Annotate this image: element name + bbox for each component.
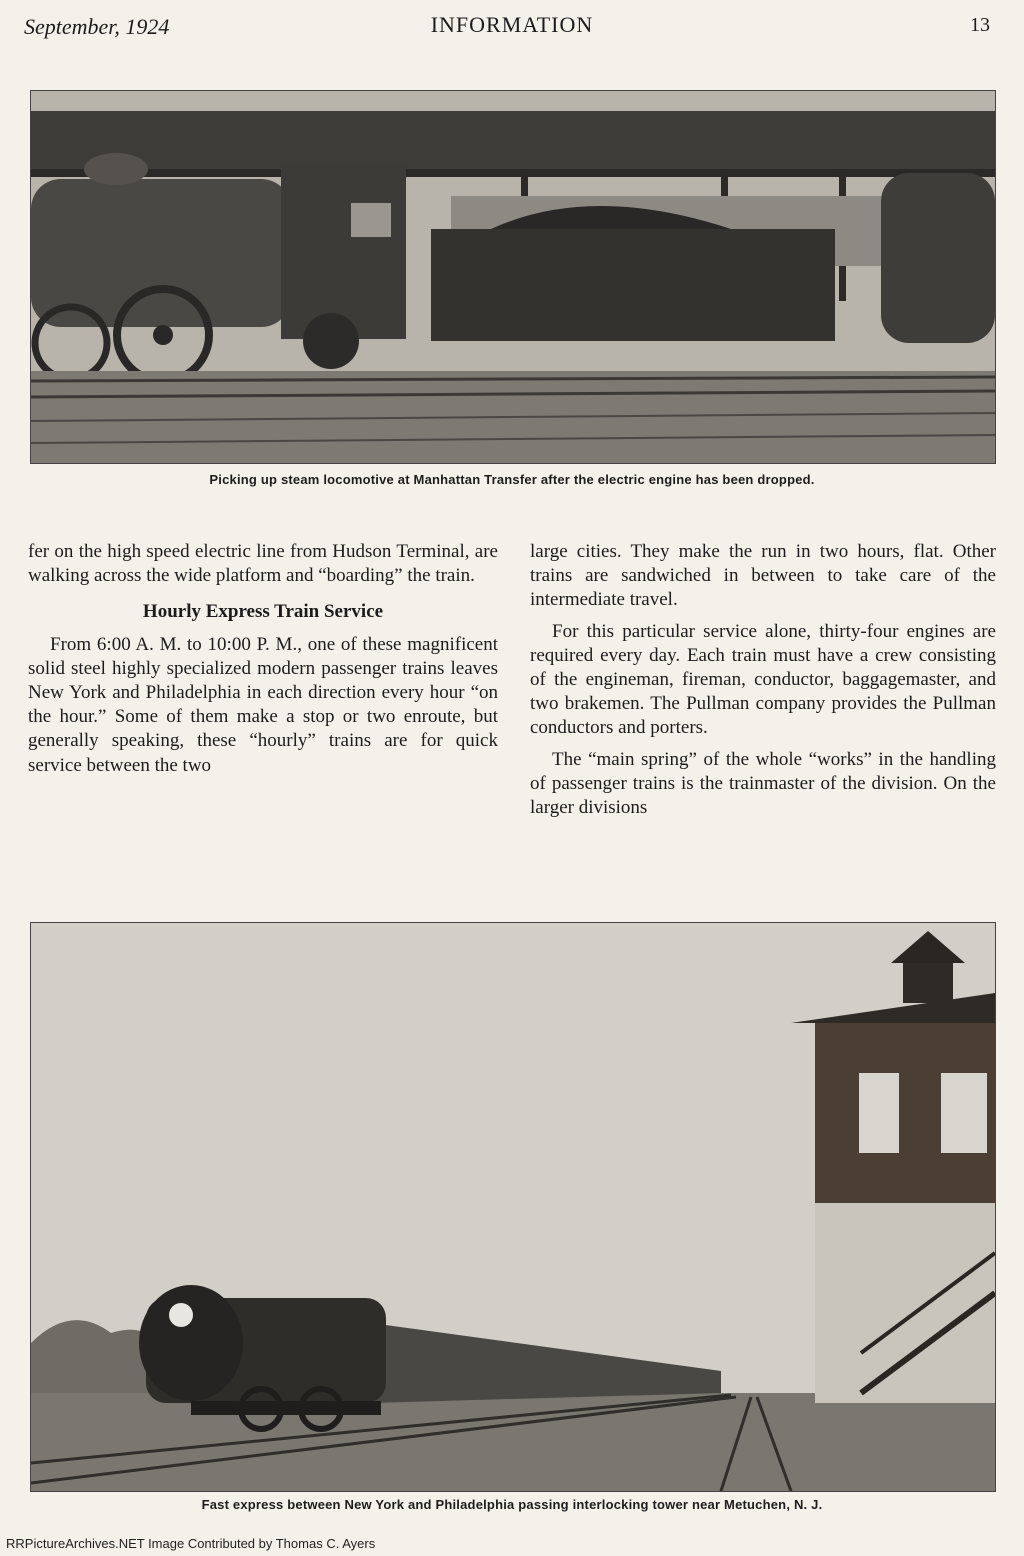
issue-date: September, 1924 bbox=[24, 14, 170, 39]
bottom-photo-caption: Fast express between New York and Philadelphia passing interlocking tower near Metuchen, N. J. bbox=[201, 1497, 823, 1512]
right-paragraph-3: The “main spring” of the whole “works” in the handling of passenger trains is the trainmaster of the division. On the larger divisions bbox=[530, 748, 996, 819]
publication-title: INFORMATION bbox=[430, 12, 594, 37]
top-photo-caption: Picking up steam locomotive at Manhattan Transfer after the electric engine has been dropped. bbox=[209, 472, 815, 487]
express-train-and-tower-illustration bbox=[31, 923, 995, 1491]
bottom-photo-express-train bbox=[30, 922, 996, 1492]
right-paragraph-2: For this particular service alone, thirty-four engines are required every day. Each train must have a crew consisting of the engineman, fireman, conductor, baggagemaster, and two brakemen. The Pullman company provides the Pullman conductors and porters. bbox=[530, 620, 996, 739]
left-paragraph-1: fer on the high speed electric line from Hudson Terminal, are walking across the wide platform and “boarding” the train. bbox=[28, 541, 498, 587]
top-photo-locomotive bbox=[30, 90, 996, 464]
left-paragraph-2: From 6:00 A. M. to 10:00 P. M., one of these magnificent solid steel highly specialized modern passenger trains leaves New York and Philadelphia in each direction every hour “on the hour.” Some of them make a stop or two enroute, but generally speaking, these “hourly” trains are for quick service between the two bbox=[28, 633, 498, 776]
article-left-column bbox=[28, 540, 498, 785]
page-number: 13 bbox=[970, 14, 990, 36]
section-heading: Hourly Express Train Service bbox=[142, 601, 384, 623]
right-paragraph-1: large cities. They make the run in two hours, flat. Other trains are sandwiched in between to take care of the intermediate travel. bbox=[530, 541, 996, 611]
article-right-column bbox=[530, 540, 996, 827]
image-credit: RRPictureArchives.NET Image Contributed by Thomas C. Ayers bbox=[6, 1536, 376, 1551]
steam-locomotive-illustration bbox=[31, 91, 995, 463]
